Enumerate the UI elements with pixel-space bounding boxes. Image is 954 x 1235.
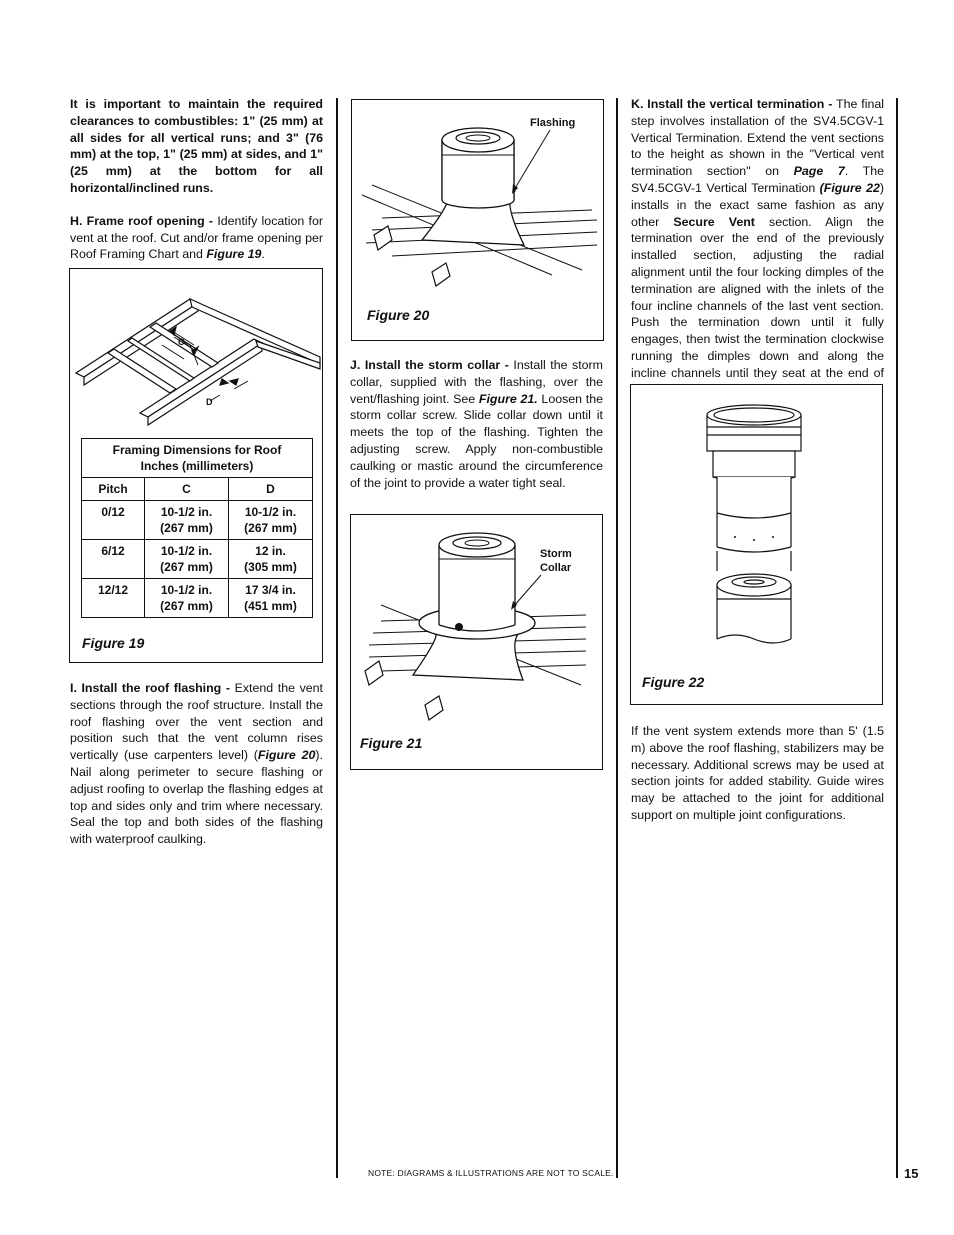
pitch-cell: 0/12 <box>82 501 145 540</box>
figure-20-label: Figure 20 <box>367 307 430 323</box>
figure-21-label: Figure 21 <box>360 735 423 751</box>
c-cell: 10-1/2 in. (267 mm) <box>145 579 229 618</box>
column-1 <box>70 96 323 279</box>
figure-20-reference: Figure 20 <box>257 748 316 763</box>
section-k: K. Install the vertical termination - The final step involves installation of the SV4.5CGV-1 Vertical Termination. Extend the vent sections to the height as shown in the "Vertical vent termination section" on Page 7. The SV4.5CGV-1 Vertical Termination (Figure 22) installs in the exact same fashion as any other Secure Vent section. Align the termination over the end of the previously installed section, adjusting the radial alignment until the four locking dimples of the termination are aligned with the inlets of the four incline channels of the last vent section. Push the termination down until it fully engages, then twist the termination clockwise running the dimples down and along the incline channels until they seat at the end of <box>631 97 885 380</box>
column-divider-2 <box>616 98 618 1178</box>
figure-19-box <box>69 268 323 663</box>
section-i: I. Install the roof flashing - Extend the vent sections through the roof structure. Install the roof flashing over the vent section and position such that the vent column rises vertically (use carpenters level) (Figure 20). Nail along perimeter to secure flashing or adjust roofing to overlap the flashing edges at top and sides only and trim where necessary. Seal the top and both sides of the flashing with waterproof caulking. <box>70 681 323 847</box>
table-title: Framing Dimensions for Roof Inches (millimeters) <box>82 439 313 478</box>
d-cell: 17 3/4 in. (451 mm) <box>229 579 313 618</box>
figure-19-label: Figure 19 <box>82 635 145 651</box>
roof-framing-illustration <box>70 269 322 439</box>
stabilizer-paragraph: If the vent system extends more than 5' (1.5 m) above the roof flashing, stabilizers may be necessary. Additional screws may be used at section joints for added stability. Guide wires may be attached to the joint for additional support on multiple joint configurations. <box>631 724 884 822</box>
section-j: J. Install the storm collar - Install the storm collar, supplied with the flashing, over the vent/flashing joint. See Figure 21. Loosen the storm collar screw. Slide collar down until it meets the top of the flashing. Tighten the adjusting screw. Apply non-combustible caulking or mastic around the circumference of the joint to provide a water tight seal. <box>350 358 604 490</box>
secure-vent-term: Secure Vent <box>673 214 755 229</box>
pitch-cell: 12/12 <box>82 579 145 618</box>
vertical-termination-illustration <box>631 385 882 655</box>
figure-22-label: Figure 22 <box>642 674 705 690</box>
pitch-cell: 6/12 <box>82 540 145 579</box>
page-7-reference: Page 7 <box>793 164 845 179</box>
d-cell: 12 in. (305 mm) <box>229 540 313 579</box>
clearance-warning: It is important to maintain the required clearances to combustibles: 1" (25 mm) at all sides for all vertical runs; and 3" (76 mm) at the top, 1" (25 mm) at sides, and 1" (25 mm) at the bottom for all horizontal/inclined runs. <box>70 97 323 195</box>
table-row <box>82 579 313 618</box>
callout-d: D <box>206 397 213 407</box>
column-3-lower <box>631 723 884 840</box>
column-1-lower <box>70 680 323 864</box>
callout-c: C <box>178 337 185 347</box>
header-c: C <box>145 478 229 501</box>
framing-dimensions-table <box>81 438 313 618</box>
column-divider-1 <box>336 98 338 1178</box>
table-row <box>82 501 313 540</box>
figure-21-box <box>350 514 603 770</box>
d-cell: 10-1/2 in. (267 mm) <box>229 501 313 540</box>
column-2 <box>350 357 603 507</box>
column-divider-3 <box>896 98 898 1178</box>
section-j-heading: J. Install the storm collar - <box>350 358 509 372</box>
page-number: 15 <box>904 1166 919 1181</box>
figure-22-box <box>630 384 883 705</box>
section-h: H. Frame roof opening - Identify location for vent at the roof. Cut and/or frame opening per Roof Framing Chart and Figure 19. <box>70 213 323 262</box>
footer-note: NOTE: DIAGRAMS & ILLUSTRATIONS ARE NOT TO SCALE. <box>368 1168 614 1178</box>
c-cell: 10-1/2 in. (267 mm) <box>145 540 229 579</box>
figure-21-reference: Figure 21. <box>478 391 538 406</box>
table-header-row <box>82 478 313 501</box>
header-pitch: Pitch <box>82 478 145 501</box>
column-3 <box>631 96 884 414</box>
section-i-heading: I. Install the roof flashing - <box>70 681 230 695</box>
figure-22-reference: (Figure 22 <box>819 180 880 195</box>
figure-20-box <box>351 99 604 341</box>
section-k-heading: K. Install the vertical termination - <box>631 97 833 111</box>
section-h-heading: H. Frame roof opening - <box>70 213 214 228</box>
figure-19-reference: Figure 19 <box>206 247 262 262</box>
storm-collar-callout: Storm Collar <box>540 548 572 574</box>
c-cell: 10-1/2 in. (267 mm) <box>145 501 229 540</box>
header-d: D <box>229 478 313 501</box>
table-row <box>82 540 313 579</box>
flashing-illustration <box>352 100 603 300</box>
flashing-callout: Flashing <box>530 117 576 129</box>
